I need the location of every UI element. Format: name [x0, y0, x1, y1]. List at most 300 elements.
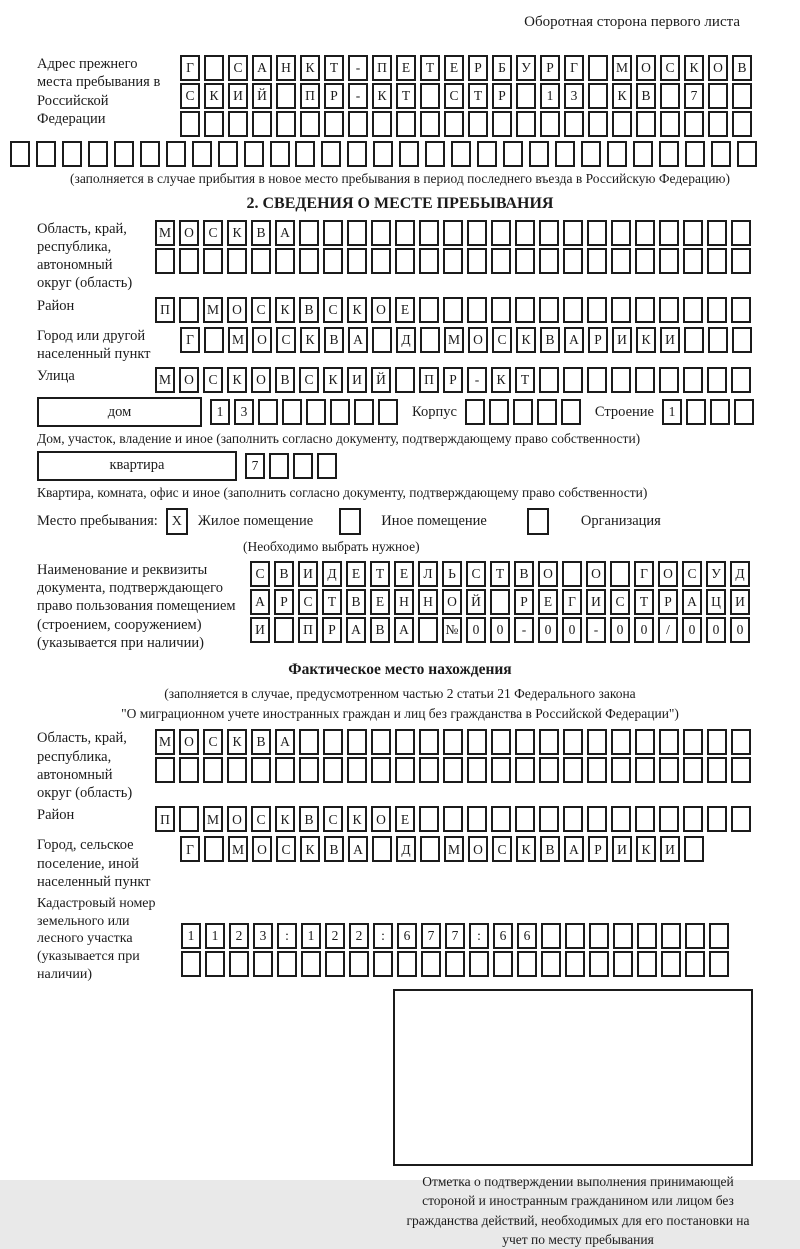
- char-cell[interactable]: П: [155, 806, 175, 832]
- char-cell[interactable]: Р: [324, 83, 344, 109]
- char-cell[interactable]: М: [203, 806, 223, 832]
- char-cell[interactable]: Й: [466, 589, 486, 615]
- char-cell[interactable]: [155, 757, 175, 783]
- char-cell[interactable]: [443, 220, 463, 246]
- char-cell[interactable]: [555, 141, 575, 167]
- char-cell[interactable]: Г: [180, 836, 200, 862]
- char-cell[interactable]: [306, 399, 326, 425]
- char-cell[interactable]: [611, 297, 631, 323]
- char-cell[interactable]: Н: [394, 589, 414, 615]
- char-cell[interactable]: С: [660, 55, 680, 81]
- char-cell[interactable]: О: [227, 806, 247, 832]
- char-cell[interactable]: [179, 806, 199, 832]
- char-cell[interactable]: П: [419, 367, 439, 393]
- char-cell[interactable]: 6: [397, 923, 417, 949]
- char-cell[interactable]: 3: [253, 923, 273, 949]
- char-cell[interactable]: [299, 248, 319, 274]
- char-cell[interactable]: [229, 951, 249, 977]
- char-cell[interactable]: А: [564, 836, 584, 862]
- char-cell[interactable]: [588, 55, 608, 81]
- char-cell[interactable]: [244, 141, 264, 167]
- char-cell[interactable]: К: [684, 55, 704, 81]
- char-cell[interactable]: С: [610, 589, 630, 615]
- char-cell[interactable]: К: [612, 83, 632, 109]
- char-cell[interactable]: [372, 327, 392, 353]
- char-cell[interactable]: [425, 141, 445, 167]
- char-cell[interactable]: О: [468, 836, 488, 862]
- char-cell[interactable]: [275, 248, 295, 274]
- char-cell[interactable]: [503, 141, 523, 167]
- char-cell[interactable]: [516, 111, 536, 137]
- char-cell[interactable]: [685, 951, 705, 977]
- char-cell[interactable]: [587, 757, 607, 783]
- char-cell[interactable]: [611, 248, 631, 274]
- char-cell[interactable]: [36, 141, 56, 167]
- char-cell[interactable]: [734, 399, 754, 425]
- char-cell[interactable]: С: [276, 327, 296, 353]
- char-cell[interactable]: [684, 327, 704, 353]
- char-cell[interactable]: К: [227, 220, 247, 246]
- char-cell[interactable]: 7: [445, 923, 465, 949]
- char-cell[interactable]: [709, 923, 729, 949]
- char-cell[interactable]: Т: [324, 55, 344, 81]
- char-cell[interactable]: И: [730, 589, 750, 615]
- char-cell[interactable]: М: [228, 836, 248, 862]
- char-cell[interactable]: [62, 141, 82, 167]
- char-cell[interactable]: В: [636, 83, 656, 109]
- char-cell[interactable]: -: [514, 617, 534, 643]
- char-cell[interactable]: Н: [276, 55, 296, 81]
- char-cell[interactable]: С: [250, 561, 270, 587]
- char-cell[interactable]: О: [658, 561, 678, 587]
- char-cell[interactable]: [323, 729, 343, 755]
- char-cell[interactable]: [732, 83, 752, 109]
- char-cell[interactable]: Е: [395, 806, 415, 832]
- char-cell[interactable]: [443, 297, 463, 323]
- char-cell[interactable]: 0: [490, 617, 510, 643]
- char-cell[interactable]: [491, 729, 511, 755]
- char-cell[interactable]: И: [298, 561, 318, 587]
- char-cell[interactable]: [299, 757, 319, 783]
- char-cell[interactable]: [633, 141, 653, 167]
- char-cell[interactable]: :: [373, 923, 393, 949]
- char-cell[interactable]: 0: [562, 617, 582, 643]
- char-cell[interactable]: [420, 327, 440, 353]
- char-cell[interactable]: [635, 367, 655, 393]
- char-cell[interactable]: [204, 836, 224, 862]
- char-cell[interactable]: [635, 729, 655, 755]
- char-cell[interactable]: Е: [444, 55, 464, 81]
- char-cell[interactable]: К: [516, 836, 536, 862]
- char-cell[interactable]: [347, 141, 367, 167]
- char-cell[interactable]: А: [275, 729, 295, 755]
- char-cell[interactable]: 1: [662, 399, 682, 425]
- char-cell[interactable]: В: [299, 297, 319, 323]
- char-cell[interactable]: О: [468, 327, 488, 353]
- char-cell[interactable]: М: [155, 220, 175, 246]
- char-cell[interactable]: [711, 141, 731, 167]
- char-cell[interactable]: А: [348, 327, 368, 353]
- char-cell[interactable]: Й: [371, 367, 391, 393]
- char-cell[interactable]: [419, 297, 439, 323]
- char-cell[interactable]: Г: [564, 55, 584, 81]
- char-cell[interactable]: [395, 729, 415, 755]
- char-cell[interactable]: [564, 111, 584, 137]
- char-cell[interactable]: [683, 757, 703, 783]
- char-cell[interactable]: [469, 951, 489, 977]
- char-cell[interactable]: [396, 111, 416, 137]
- char-cell[interactable]: В: [251, 220, 271, 246]
- char-cell[interactable]: Е: [394, 561, 414, 587]
- char-cell[interactable]: [179, 757, 199, 783]
- char-cell[interactable]: [275, 757, 295, 783]
- char-cell[interactable]: [420, 83, 440, 109]
- char-cell[interactable]: А: [348, 836, 368, 862]
- char-cell[interactable]: Р: [514, 589, 534, 615]
- char-cell[interactable]: К: [636, 327, 656, 353]
- char-cell[interactable]: [731, 367, 751, 393]
- char-cell[interactable]: [205, 951, 225, 977]
- char-cell[interactable]: 6: [493, 923, 513, 949]
- char-cell[interactable]: [539, 248, 559, 274]
- char-cell[interactable]: [539, 297, 559, 323]
- char-cell[interactable]: [420, 111, 440, 137]
- char-cell[interactable]: Г: [180, 55, 200, 81]
- char-cell[interactable]: 0: [610, 617, 630, 643]
- char-cell[interactable]: С: [444, 83, 464, 109]
- char-cell[interactable]: [489, 399, 509, 425]
- char-cell[interactable]: С: [466, 561, 486, 587]
- char-cell[interactable]: Т: [396, 83, 416, 109]
- char-cell[interactable]: [443, 757, 463, 783]
- char-cell[interactable]: [529, 141, 549, 167]
- char-cell[interactable]: [587, 806, 607, 832]
- char-cell[interactable]: [397, 951, 417, 977]
- char-cell[interactable]: [373, 141, 393, 167]
- char-cell[interactable]: [683, 297, 703, 323]
- char-cell[interactable]: [708, 83, 728, 109]
- char-cell[interactable]: О: [251, 367, 271, 393]
- char-cell[interactable]: Е: [395, 297, 415, 323]
- char-cell[interactable]: [204, 55, 224, 81]
- char-cell[interactable]: [491, 297, 511, 323]
- char-cell[interactable]: Т: [468, 83, 488, 109]
- char-cell[interactable]: [707, 297, 727, 323]
- char-cell[interactable]: В: [299, 806, 319, 832]
- char-cell[interactable]: [419, 757, 439, 783]
- char-cell[interactable]: [589, 951, 609, 977]
- char-cell[interactable]: А: [346, 617, 366, 643]
- char-cell[interactable]: [659, 806, 679, 832]
- char-cell[interactable]: Е: [370, 589, 390, 615]
- char-cell[interactable]: 1: [540, 83, 560, 109]
- char-cell[interactable]: [683, 220, 703, 246]
- char-cell[interactable]: [731, 220, 751, 246]
- char-cell[interactable]: [613, 923, 633, 949]
- char-cell[interactable]: Б: [492, 55, 512, 81]
- char-cell[interactable]: О: [371, 297, 391, 323]
- char-cell[interactable]: [180, 111, 200, 137]
- char-cell[interactable]: [539, 367, 559, 393]
- char-cell[interactable]: [228, 111, 248, 137]
- char-cell[interactable]: Й: [252, 83, 272, 109]
- char-cell[interactable]: [707, 367, 727, 393]
- char-cell[interactable]: А: [250, 589, 270, 615]
- char-cell[interactable]: [451, 141, 471, 167]
- char-cell[interactable]: [540, 111, 560, 137]
- char-cell[interactable]: Ц: [706, 589, 726, 615]
- char-cell[interactable]: К: [347, 297, 367, 323]
- char-cell[interactable]: К: [516, 327, 536, 353]
- char-cell[interactable]: А: [394, 617, 414, 643]
- char-cell[interactable]: [587, 220, 607, 246]
- char-cell[interactable]: Д: [322, 561, 342, 587]
- char-cell[interactable]: О: [538, 561, 558, 587]
- char-cell[interactable]: [419, 220, 439, 246]
- char-cell[interactable]: [395, 220, 415, 246]
- char-cell[interactable]: [637, 951, 657, 977]
- char-cell[interactable]: [251, 757, 271, 783]
- char-cell[interactable]: [708, 111, 728, 137]
- char-cell[interactable]: [321, 141, 341, 167]
- char-cell[interactable]: С: [323, 297, 343, 323]
- char-cell[interactable]: -: [348, 55, 368, 81]
- char-cell[interactable]: У: [706, 561, 726, 587]
- char-cell[interactable]: [635, 248, 655, 274]
- char-cell[interactable]: [659, 729, 679, 755]
- char-cell[interactable]: [581, 141, 601, 167]
- char-cell[interactable]: [467, 297, 487, 323]
- char-cell[interactable]: [515, 297, 535, 323]
- char-cell[interactable]: [683, 248, 703, 274]
- char-cell[interactable]: [347, 248, 367, 274]
- char-cell[interactable]: [282, 399, 302, 425]
- char-cell[interactable]: [561, 399, 581, 425]
- char-cell[interactable]: [685, 923, 705, 949]
- char-cell[interactable]: -: [586, 617, 606, 643]
- char-cell[interactable]: [635, 297, 655, 323]
- char-cell[interactable]: Ь: [442, 561, 462, 587]
- char-cell[interactable]: [660, 83, 680, 109]
- char-cell[interactable]: [372, 836, 392, 862]
- char-cell[interactable]: [203, 757, 223, 783]
- char-cell[interactable]: [539, 220, 559, 246]
- char-cell[interactable]: Г: [634, 561, 654, 587]
- char-cell[interactable]: М: [155, 367, 175, 393]
- char-cell[interactable]: К: [323, 367, 343, 393]
- char-cell[interactable]: И: [612, 327, 632, 353]
- char-cell[interactable]: Р: [658, 589, 678, 615]
- char-cell[interactable]: И: [347, 367, 367, 393]
- char-cell[interactable]: [467, 806, 487, 832]
- char-cell[interactable]: [731, 729, 751, 755]
- char-cell[interactable]: [707, 757, 727, 783]
- char-cell[interactable]: К: [300, 55, 320, 81]
- char-cell[interactable]: В: [732, 55, 752, 81]
- char-cell[interactable]: Е: [538, 589, 558, 615]
- char-cell[interactable]: [10, 141, 30, 167]
- char-cell[interactable]: [492, 111, 512, 137]
- char-cell[interactable]: 3: [234, 399, 254, 425]
- char-cell[interactable]: К: [372, 83, 392, 109]
- char-cell[interactable]: [418, 617, 438, 643]
- char-cell[interactable]: [587, 297, 607, 323]
- char-cell[interactable]: [659, 297, 679, 323]
- char-cell[interactable]: Т: [322, 589, 342, 615]
- char-cell[interactable]: [467, 220, 487, 246]
- char-cell[interactable]: [537, 399, 557, 425]
- char-cell[interactable]: Т: [634, 589, 654, 615]
- char-cell[interactable]: [563, 757, 583, 783]
- char-cell[interactable]: И: [586, 589, 606, 615]
- char-cell[interactable]: Р: [322, 617, 342, 643]
- char-cell[interactable]: В: [324, 327, 344, 353]
- char-cell[interactable]: [253, 951, 273, 977]
- char-cell[interactable]: [444, 111, 464, 137]
- char-cell[interactable]: [395, 248, 415, 274]
- char-cell[interactable]: [347, 220, 367, 246]
- char-cell[interactable]: С: [203, 729, 223, 755]
- char-cell[interactable]: [708, 327, 728, 353]
- char-cell[interactable]: /: [658, 617, 678, 643]
- char-cell[interactable]: [420, 836, 440, 862]
- char-cell[interactable]: [659, 220, 679, 246]
- char-cell[interactable]: 1: [210, 399, 230, 425]
- char-cell[interactable]: [659, 141, 679, 167]
- char-cell[interactable]: О: [252, 836, 272, 862]
- char-cell[interactable]: К: [204, 83, 224, 109]
- char-cell[interactable]: У: [516, 55, 536, 81]
- char-cell[interactable]: [166, 141, 186, 167]
- char-cell[interactable]: [323, 757, 343, 783]
- char-cell[interactable]: С: [180, 83, 200, 109]
- char-cell[interactable]: А: [275, 220, 295, 246]
- char-cell[interactable]: 0: [538, 617, 558, 643]
- char-cell[interactable]: К: [300, 327, 320, 353]
- char-cell[interactable]: [635, 806, 655, 832]
- char-cell[interactable]: 7: [684, 83, 704, 109]
- char-cell[interactable]: [399, 141, 419, 167]
- char-cell[interactable]: [563, 220, 583, 246]
- char-cell[interactable]: [731, 297, 751, 323]
- char-cell[interactable]: [737, 141, 757, 167]
- char-cell[interactable]: М: [203, 297, 223, 323]
- char-cell[interactable]: Т: [490, 561, 510, 587]
- char-cell[interactable]: [731, 248, 751, 274]
- char-cell[interactable]: Р: [588, 836, 608, 862]
- char-cell[interactable]: [325, 951, 345, 977]
- char-cell[interactable]: С: [276, 836, 296, 862]
- char-cell[interactable]: Т: [515, 367, 535, 393]
- char-cell[interactable]: [515, 248, 535, 274]
- char-cell[interactable]: О: [179, 729, 199, 755]
- char-cell[interactable]: И: [612, 836, 632, 862]
- char-cell[interactable]: [251, 248, 271, 274]
- char-cell[interactable]: [445, 951, 465, 977]
- char-cell[interactable]: [659, 757, 679, 783]
- char-cell[interactable]: №: [442, 617, 462, 643]
- char-cell[interactable]: Д: [396, 327, 416, 353]
- char-cell[interactable]: К: [227, 729, 247, 755]
- char-cell[interactable]: В: [540, 327, 560, 353]
- char-cell[interactable]: [204, 111, 224, 137]
- char-cell[interactable]: [371, 248, 391, 274]
- char-cell[interactable]: [348, 111, 368, 137]
- char-cell[interactable]: О: [636, 55, 656, 81]
- char-cell[interactable]: К: [491, 367, 511, 393]
- char-cell[interactable]: В: [274, 561, 294, 587]
- char-cell[interactable]: Л: [418, 561, 438, 587]
- char-cell[interactable]: [563, 367, 583, 393]
- char-cell[interactable]: [587, 729, 607, 755]
- char-cell[interactable]: 0: [706, 617, 726, 643]
- char-cell[interactable]: О: [371, 806, 391, 832]
- char-cell[interactable]: [467, 248, 487, 274]
- char-cell[interactable]: [443, 729, 463, 755]
- char-cell[interactable]: 7: [421, 923, 441, 949]
- char-cell[interactable]: [203, 248, 223, 274]
- char-cell[interactable]: -: [467, 367, 487, 393]
- char-cell[interactable]: [419, 729, 439, 755]
- char-cell[interactable]: О: [708, 55, 728, 81]
- char-cell[interactable]: [421, 951, 441, 977]
- char-cell[interactable]: [468, 111, 488, 137]
- char-cell[interactable]: А: [682, 589, 702, 615]
- char-cell[interactable]: [611, 729, 631, 755]
- char-cell[interactable]: 1: [205, 923, 225, 949]
- char-cell[interactable]: [274, 617, 294, 643]
- char-cell[interactable]: [323, 220, 343, 246]
- char-cell[interactable]: [140, 141, 160, 167]
- checkbox-residential[interactable]: X: [166, 508, 188, 535]
- char-cell[interactable]: [373, 951, 393, 977]
- char-cell[interactable]: 6: [517, 923, 537, 949]
- char-cell[interactable]: [419, 248, 439, 274]
- char-cell[interactable]: [611, 367, 631, 393]
- char-cell[interactable]: [613, 951, 633, 977]
- char-cell[interactable]: С: [682, 561, 702, 587]
- char-cell[interactable]: [204, 327, 224, 353]
- char-cell[interactable]: [710, 399, 730, 425]
- char-cell[interactable]: [293, 453, 313, 479]
- char-cell[interactable]: [562, 561, 582, 587]
- char-cell[interactable]: С: [251, 297, 271, 323]
- char-cell[interactable]: [513, 399, 533, 425]
- char-cell[interactable]: Р: [468, 55, 488, 81]
- char-cell[interactable]: А: [564, 327, 584, 353]
- char-cell[interactable]: [323, 248, 343, 274]
- char-cell[interactable]: А: [252, 55, 272, 81]
- char-cell[interactable]: М: [228, 327, 248, 353]
- char-cell[interactable]: [295, 141, 315, 167]
- char-cell[interactable]: М: [444, 836, 464, 862]
- char-cell[interactable]: [516, 83, 536, 109]
- char-cell[interactable]: [276, 83, 296, 109]
- char-cell[interactable]: К: [227, 367, 247, 393]
- char-cell[interactable]: П: [300, 83, 320, 109]
- char-cell[interactable]: [491, 248, 511, 274]
- char-cell[interactable]: К: [275, 806, 295, 832]
- char-cell[interactable]: [371, 757, 391, 783]
- char-cell[interactable]: О: [227, 297, 247, 323]
- char-cell[interactable]: В: [514, 561, 534, 587]
- char-cell[interactable]: В: [346, 589, 366, 615]
- char-cell[interactable]: [611, 806, 631, 832]
- char-cell[interactable]: [731, 757, 751, 783]
- char-cell[interactable]: [371, 220, 391, 246]
- char-cell[interactable]: [707, 806, 727, 832]
- char-cell[interactable]: С: [251, 806, 271, 832]
